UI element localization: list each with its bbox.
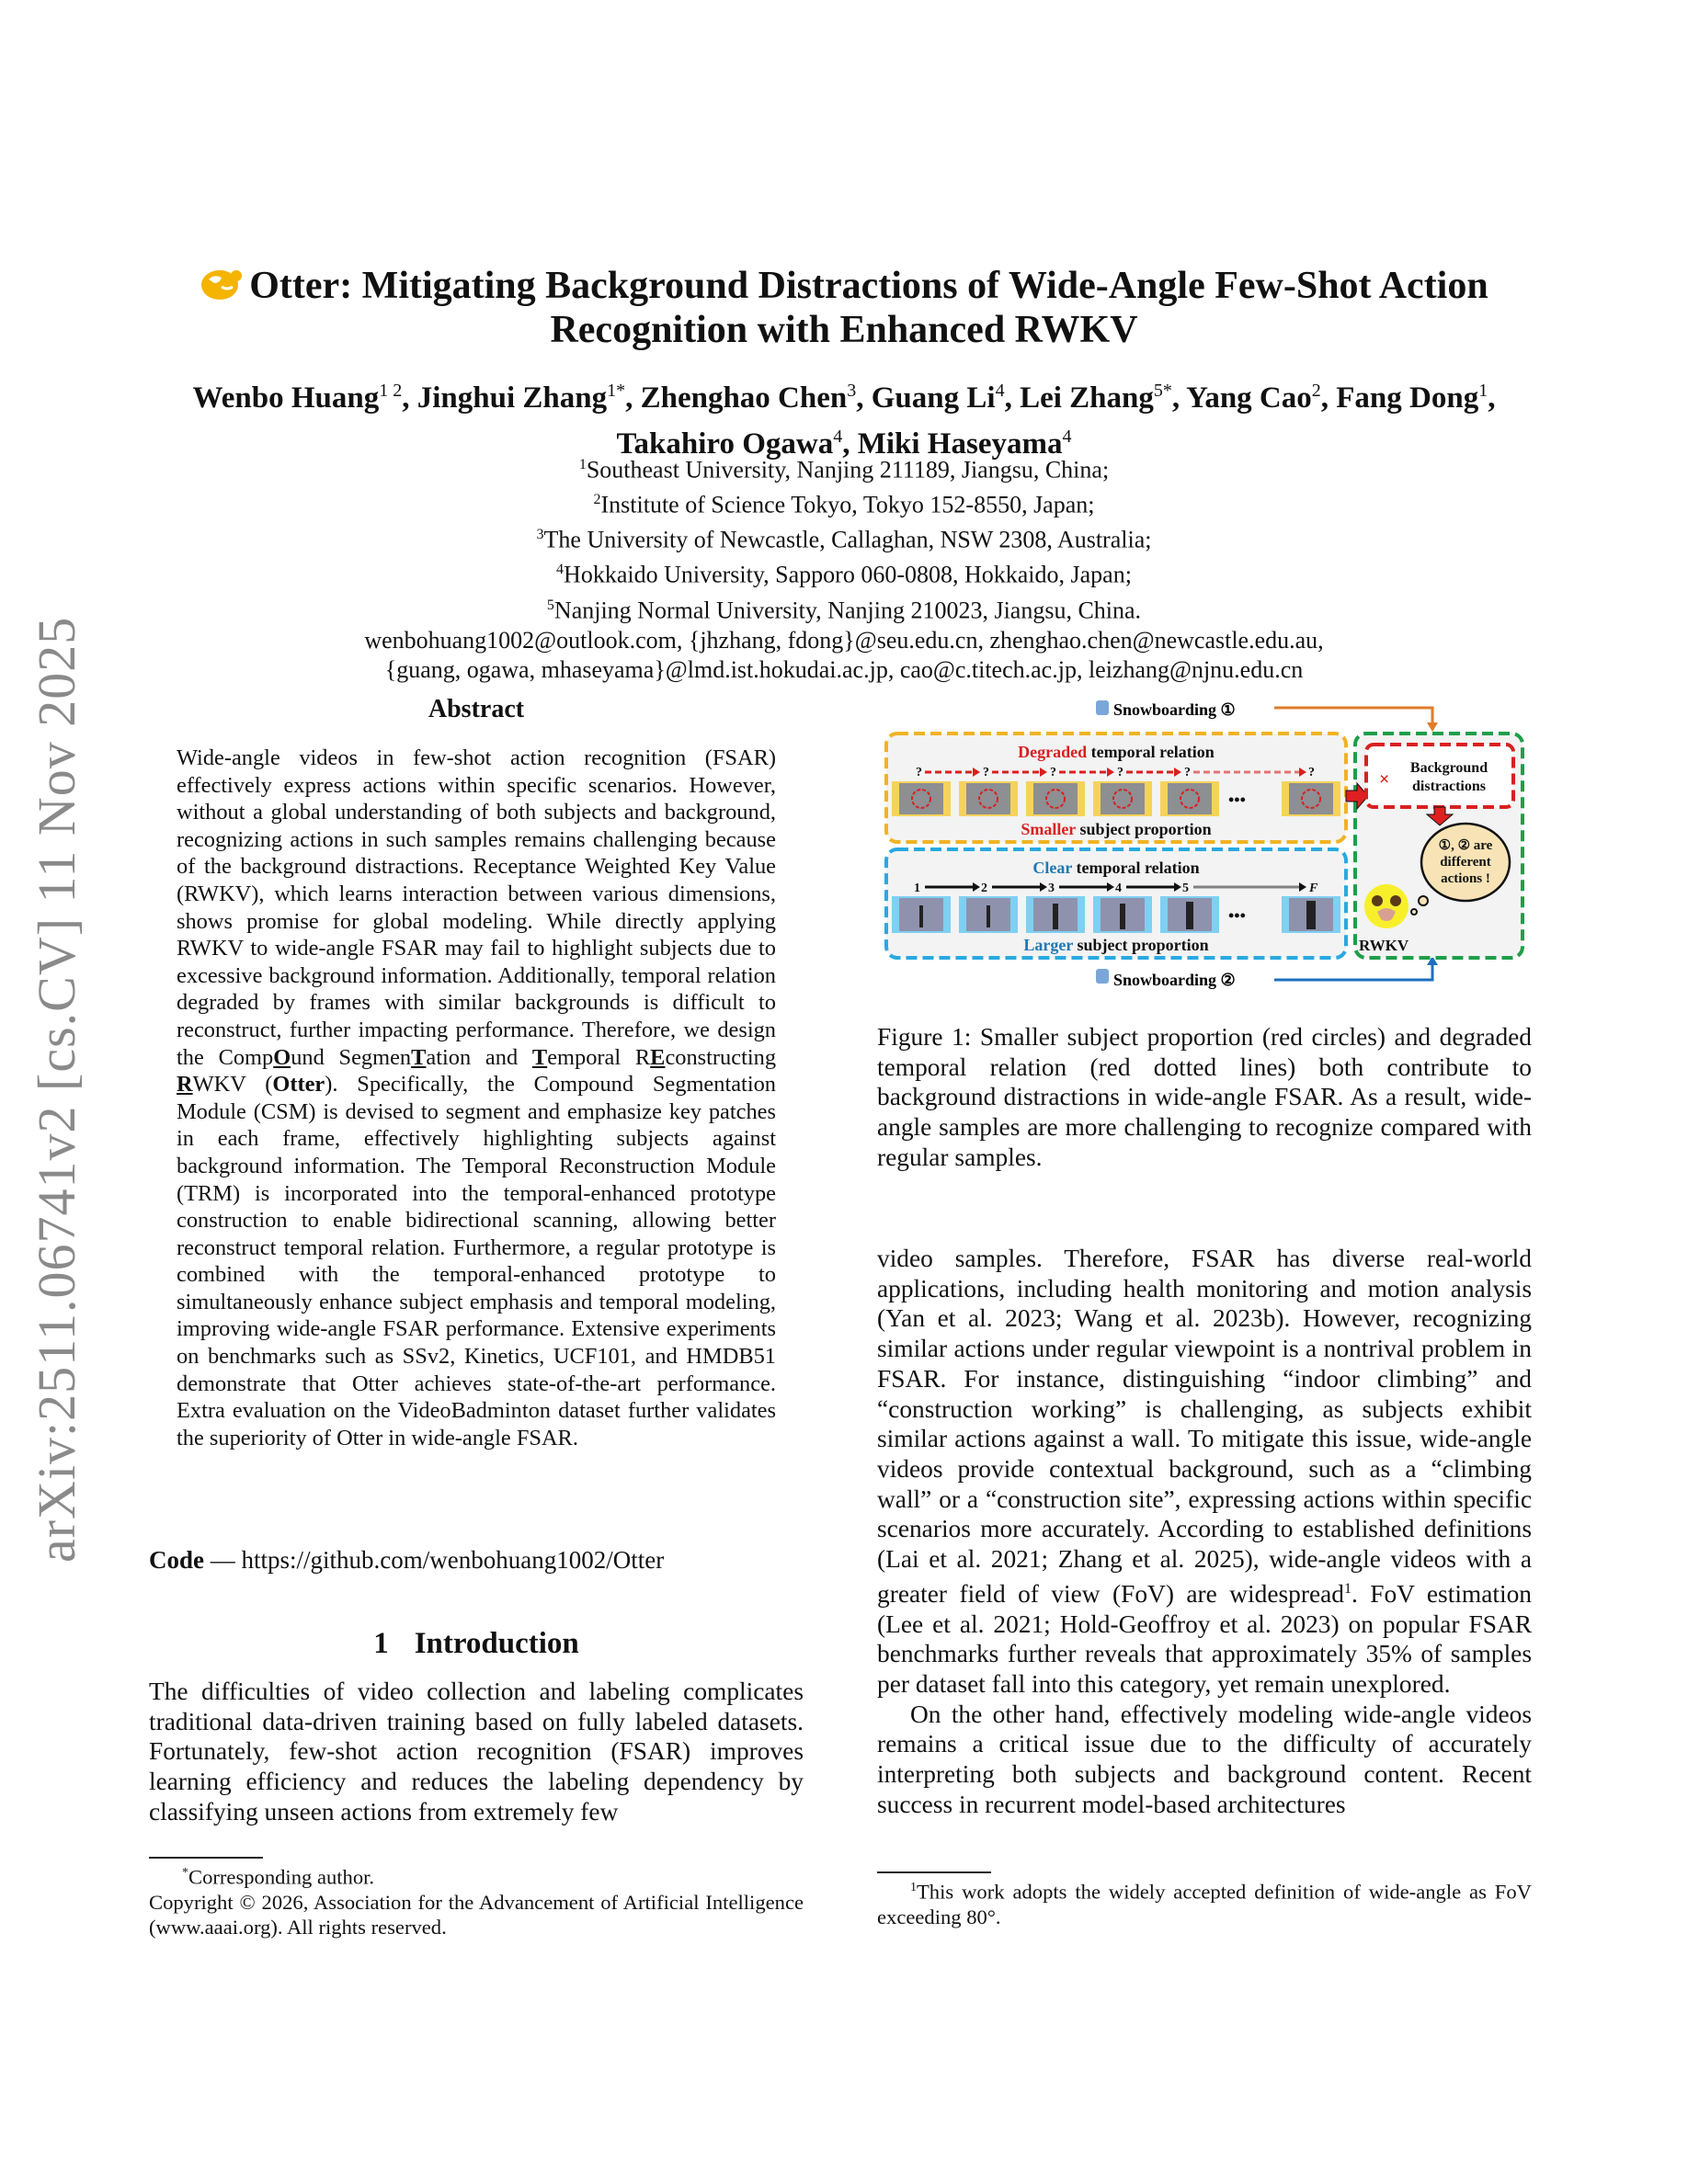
- title-line-1: Otter: Mitigating Background Distractions of Wide-Angle Few-Shot Action: [249, 265, 1488, 307]
- snowboarding-2-label: Snowboarding ②: [1113, 971, 1236, 989]
- svg-text:×: ×: [1379, 769, 1390, 790]
- paper-title: [147, 264, 1541, 352]
- author: Lei Zhang$^{5*}$: [1020, 381, 1172, 415]
- code-label: Code: [149, 1546, 204, 1574]
- author: Miki Haseyama$^4$: [857, 427, 1072, 461]
- figure-1: [881, 699, 1528, 995]
- footnote-right: $^1$This work adopts the widely accepted definition of wide-angle as FoV exceeding 80°.: [877, 1880, 1532, 1928]
- svg-text:?: ?: [1117, 766, 1123, 779]
- svg-text:2: 2: [981, 882, 987, 895]
- intro-paragraph-right: [877, 1244, 1532, 1819]
- svg-text:?: ?: [1050, 766, 1056, 779]
- svg-text:①, ② are: ①, ② are: [1438, 838, 1493, 853]
- title-line-2: Recognition with Enhanced RWKV: [550, 309, 1138, 351]
- svg-text:Clear temporal relation: Clear temporal relation: [1032, 859, 1200, 877]
- footnote-rule: [149, 1857, 263, 1859]
- author: Yang Cao$^2$: [1186, 381, 1321, 415]
- intro-paragraph-1: video samples. Therefore, FSAR has diverse real-world applications, including health monitoring and motion analysis (Yan et al. 2023; Wang et al. 2023b). However, recognizing similar actions under regular viewpoint is a nontrival problem in FSAR. For instance, distinguishing “indoor climbing” and “construction working” is challenging, as subjects exhibit similar actions against a wall. To mitigate this issue, wide-angle videos provide contextual background, such as a “climbing wall” or a “construction site”, expressing actions within specific scenarios more accurately. According to established definitions (Lai et al. 2021; Zhang et al. 2025), wide-angle videos with a greater field of view (FoV) are widespread$^1$. FoV estimation (Lee et al. 2021; Hold-Geoffroy et al. 2023) on popular FSAR benchmarks further reveals that approximately 35% of samples per dataset fall into this category, yet remain unexplored.: [877, 1245, 1532, 1698]
- svg-text:?: ?: [983, 766, 989, 779]
- footnotes-left: [149, 1860, 804, 1939]
- svg-text:different: different: [1440, 855, 1491, 870]
- figure-1-caption: Figure 1: Smaller subject proportion (red circles) and degraded temporal relation (red dotted lines) both contribute to background distractions in wide-angle FSAR. As a result, wide-angle samples are more challenging to recognize compared with regular samples.: [877, 1023, 1532, 1171]
- arxiv-stamp: arXiv:2511.06741v2 [cs.CV] 11 Nov 2025: [27, 616, 86, 1563]
- affiliation: $^5$Nanjing Normal University, Nanjing 210023, Jiangsu, China.: [546, 597, 1142, 624]
- svg-text:F: F: [1309, 882, 1318, 895]
- svg-text:3: 3: [1048, 882, 1055, 895]
- abstract-text: Wide-angle videos in few-shot action recognition (FSAR) effectively express actions within specific scenarios. However, without a global understanding of both subjects and background, recognizing actions in such samples remains challenging because of the background distractions. Receptance Weighted Key Value (RWKV), which learns interaction between various dimensions, shows promise for global modeling. While directly applying RWKV to wide-angle FSAR may fail to highlight subjects due to excessive background information. Additionally, temporal relation degraded by frames with similar backgrounds is difficult to reconstruct, further impacting performance. Therefore, we design the CompOund SegmenTation and Temporal REconstructing RWKV (Otter). Specifically, the Compound Segmentation Module (CSM) is devised to segment and emphasize key patches in each frame, effectively highlighting subjects against background information. The Temporal Reconstruction Module (TRM) is incorporated into the temporal-enhanced prototype construction to enable bidirectional scanning, allowing better reconstruct temporal relation. Furthermore, a regular prototype is combined with the temporal-enhanced prototype to simultaneously enhance subject emphasis and temporal modeling, improving wide-angle FSAR performance. Extensive experiments on benchmarks such as SSv2, Kinetics, UCF101, and HMDB51 demonstrate that Otter achieves state-of-the-art performance. Extra evaluation on the VideoBadminton dataset further validates the superiority of Otter in wide-angle FSAR.: [177, 745, 777, 1450]
- affiliation: $^4$Hokkaido University, Sapporo 060-0808, Hokkaido, Japan;: [556, 562, 1132, 589]
- author: Fang Dong$^1$: [1336, 381, 1488, 415]
- svg-text:distractions: distractions: [1412, 779, 1486, 794]
- code-line: Code — https://github.com/wenbohuang1002/Otter: [149, 1546, 665, 1574]
- affiliation: $^3$The University of Newcastle, Callaghan, NSW 2308, Australia;: [536, 526, 1152, 553]
- author-list: Wenbo Huang$^{1 2}$, Jinghui Zhang$^{1*}$, Zhenghao Chen$^3$, Guang Li$^4$, Lei Zhang$^{5*}$, Yang Cao$^2$, Fang Dong$^1$, Takahiro Ogawa$^4$, Miki Haseyama$^4$: [192, 381, 1496, 461]
- rwkv-mascot-icon: [1364, 884, 1409, 928]
- snowboarder-icon: [1096, 700, 1109, 715]
- author: Guang Li$^4$: [871, 381, 1005, 415]
- svg-text:RWKV: RWKV: [1359, 937, 1409, 954]
- copyright-note: Copyright © 2026, Association for the Advancement of Artificial Intelligence (www.aaai.org). All rights reserved.: [149, 1890, 804, 1939]
- intro-paragraph-2: On the other hand, effectively modeling wide-angle videos remains a critical issue due to the difficulty of accurately interpreting both subjects and background content. Recent success in recurrent model-based architectures: [877, 1700, 1532, 1818]
- svg-text:1: 1: [914, 882, 920, 895]
- email-line: wenbohuang1002@outlook.com, {jhzhang, fdong}@seu.edu.cn, zhenghao.chen@newcastle.edu.au,: [364, 626, 1324, 654]
- footnote-rule: [877, 1871, 991, 1873]
- svg-text:•••: •••: [1228, 791, 1246, 809]
- svg-text:5: 5: [1182, 882, 1189, 895]
- corresponding-author-note: *Corresponding author.: [182, 1865, 375, 1889]
- author: Jinghui Zhang$^{1*}$: [416, 381, 626, 415]
- author: Zhenghao Chen$^3$: [640, 381, 857, 415]
- svg-text:•••: •••: [1228, 906, 1246, 925]
- snowboarding-1-label: Snowboarding ①: [1113, 700, 1236, 719]
- section-heading-introduction: 1 Introduction: [373, 1627, 579, 1660]
- svg-text:Background: Background: [1409, 760, 1488, 776]
- svg-text:Larger subject proportion: Larger subject proportion: [1023, 936, 1209, 954]
- abstract-heading: Abstract: [428, 695, 525, 723]
- svg-text:Smaller subject proportion: Smaller subject proportion: [1021, 820, 1212, 838]
- svg-text:?: ?: [1184, 766, 1191, 779]
- svg-text:actions !: actions !: [1441, 871, 1490, 886]
- affiliation: $^2$Institute of Science Tokyo, Tokyo 152-8550, Japan;: [593, 491, 1095, 518]
- svg-text:?: ?: [1308, 766, 1315, 779]
- footnote-ref[interactable]: 1: [1343, 1580, 1352, 1597]
- affiliation: $^1$Southeast University, Nanjing 211189, Jiangsu, China;: [578, 456, 1110, 483]
- svg-text:Degraded temporal relation: Degraded temporal relation: [1018, 743, 1215, 761]
- affiliations: [147, 450, 1541, 686]
- author: Wenbo Huang$^{1 2}$: [192, 381, 403, 415]
- email-line: {guang, ogawa, mhaseyama}@lmd.ist.hokudai.ac.jp, cao@c.titech.ac.jp, leizhang@njnu.edu.cn: [384, 656, 1304, 684]
- code-link[interactable]: https://github.com/wenbohuang1002/Otter: [241, 1546, 665, 1574]
- author: Takahiro Ogawa$^4$: [616, 427, 843, 461]
- otter-logo-icon: [200, 267, 244, 301]
- intro-paragraph-left: The difficulties of video collection and labeling complicates traditional data-driven training based on fully labeled datasets. Fortunately, few-shot action recognition (FSAR) improves learning efficiency and reduces the labeling dependency by classifying unseen actions from extremely few: [149, 1678, 804, 1826]
- svg-text:?: ?: [916, 766, 922, 779]
- svg-text:4: 4: [1115, 882, 1122, 895]
